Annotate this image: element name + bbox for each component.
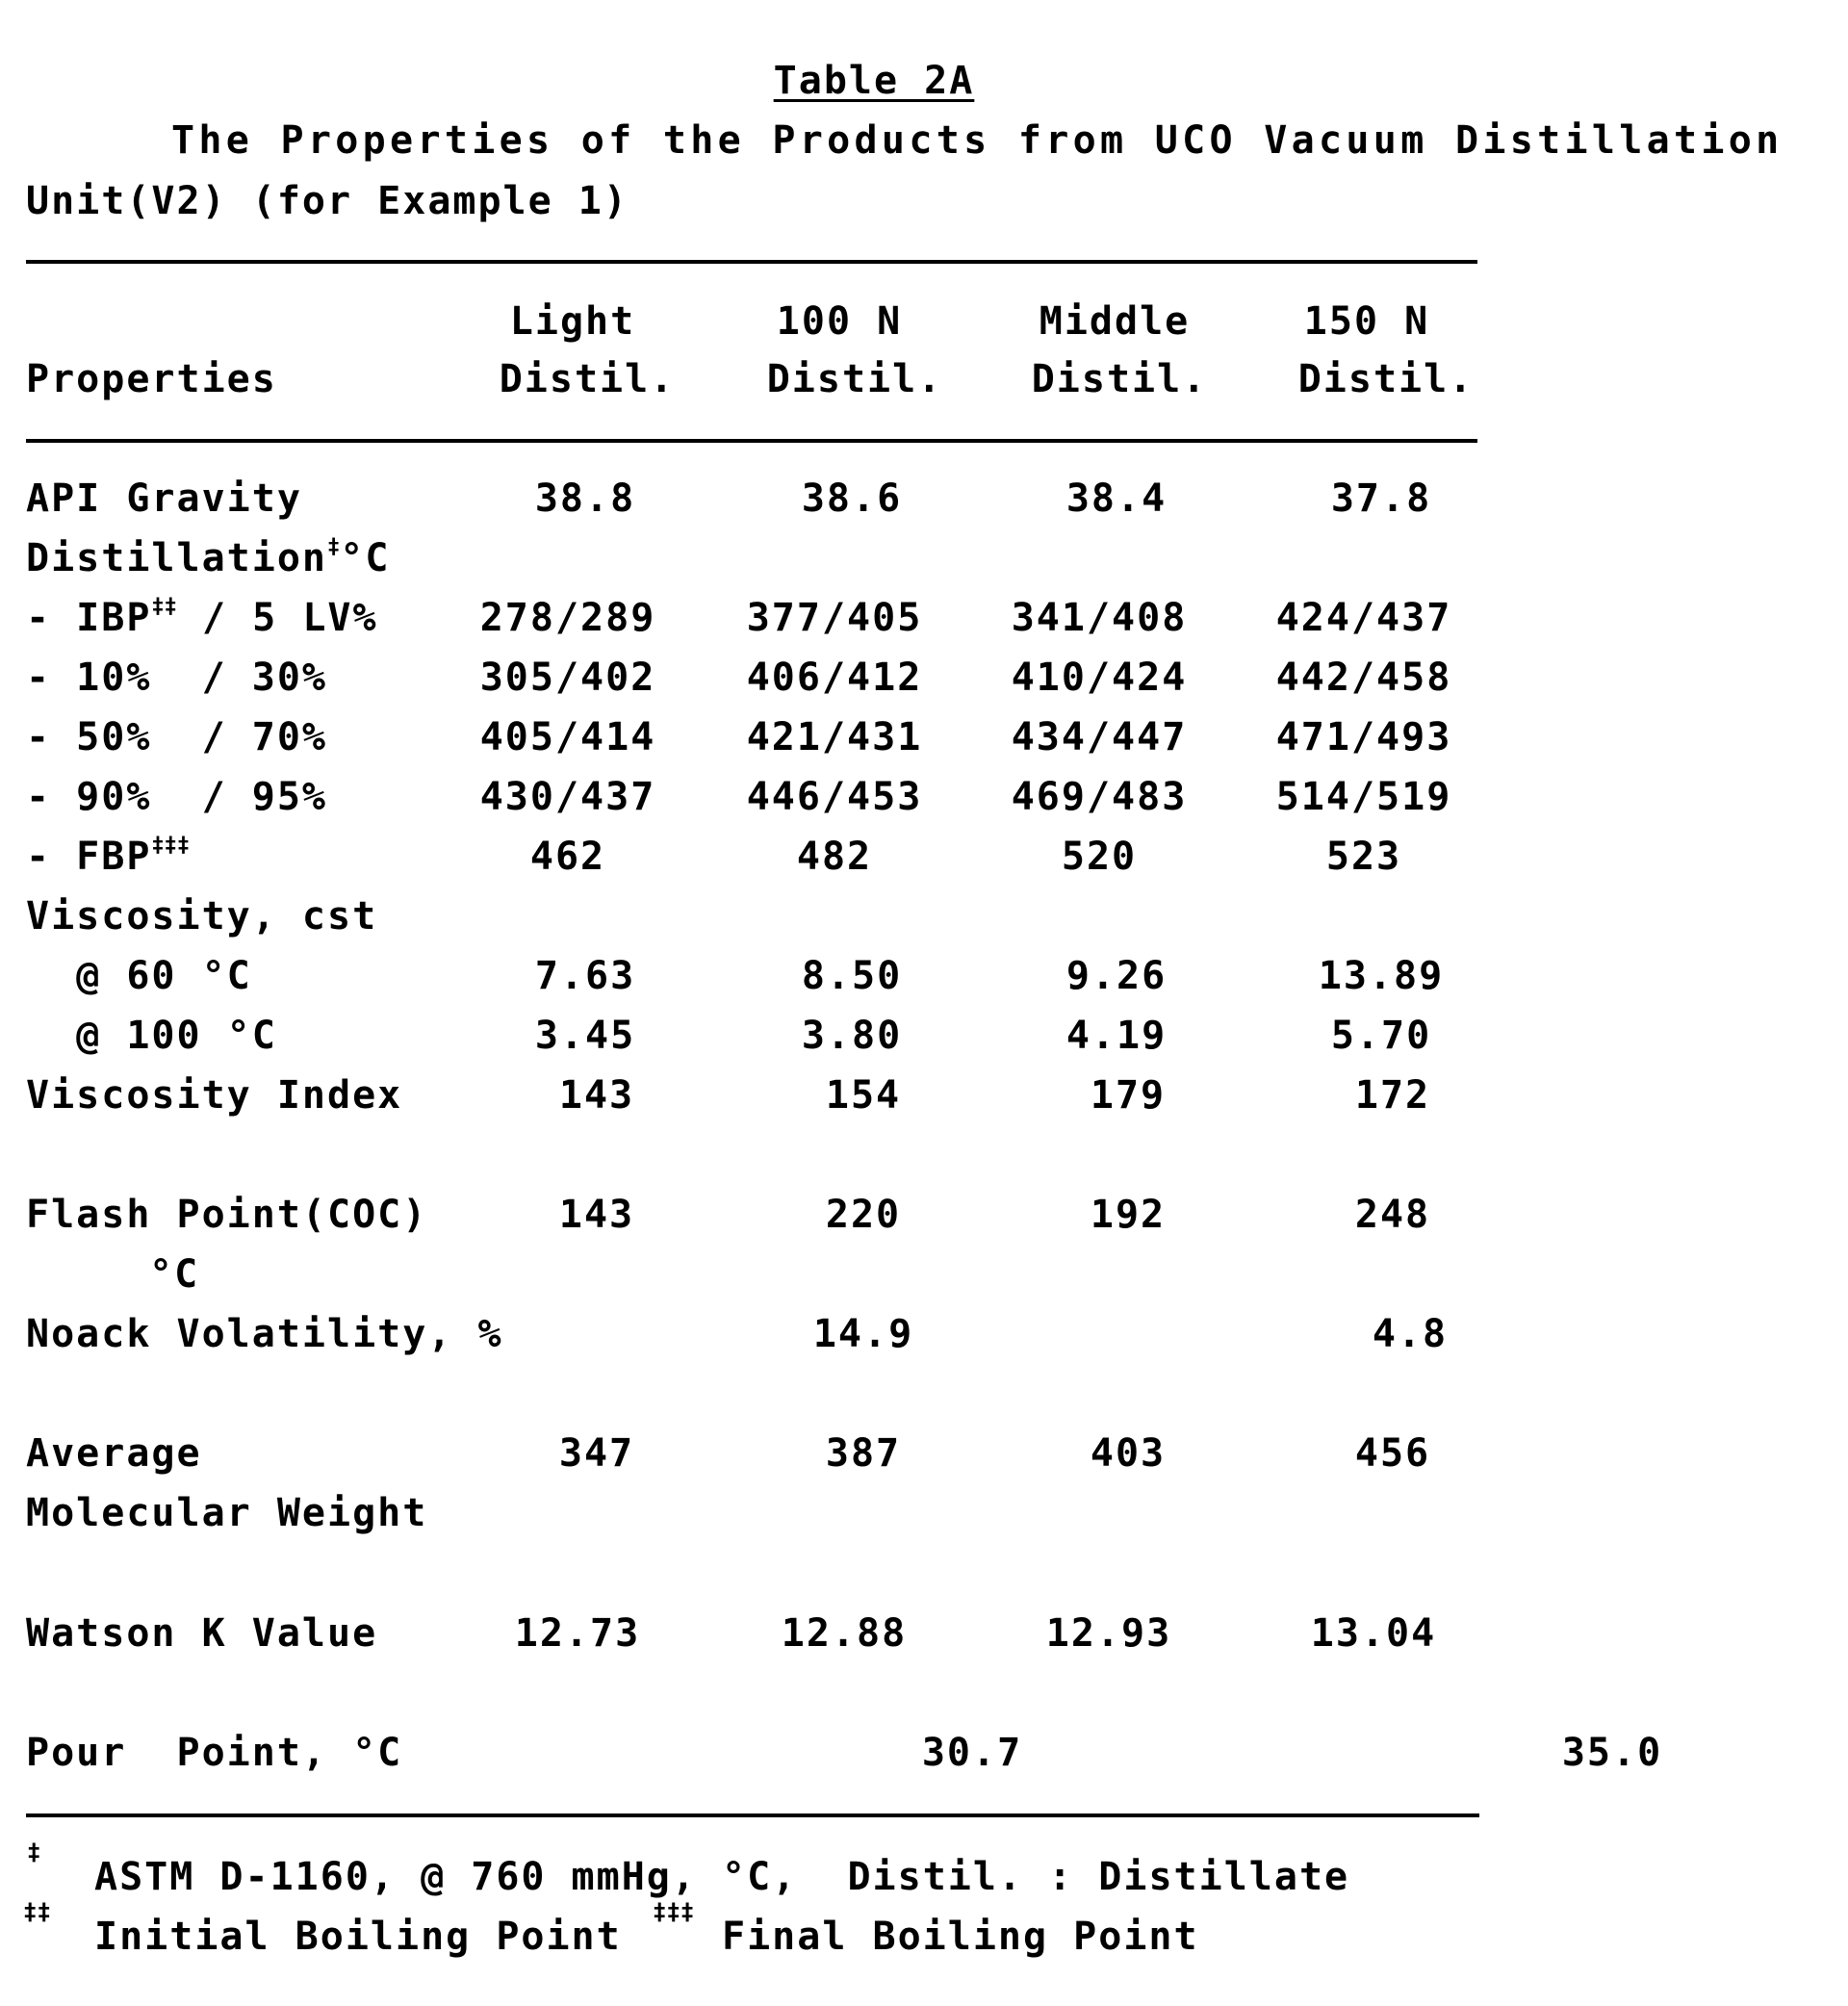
cell-150n: 523 — [1325, 835, 1402, 879]
cell-light: 405/414 — [479, 715, 656, 759]
cell-100n: 446/453 — [746, 775, 923, 819]
header-col4-line2: Distil. — [1297, 357, 1475, 401]
cell-150n: 424/437 — [1275, 596, 1452, 640]
cell-150n: 4.8 — [1372, 1312, 1449, 1356]
cell-150n: 471/493 — [1275, 715, 1452, 759]
cell-middle: 179 — [1090, 1073, 1167, 1118]
row-label: Noack Volatility, % — [26, 1312, 503, 1356]
cell-middle: 12.93 — [1045, 1611, 1172, 1656]
row-label: @ 100 °C — [26, 1014, 277, 1058]
footnote-ref-1: ‡ — [326, 535, 341, 559]
footnote-text: Final Boiling Point — [722, 1915, 1199, 1959]
cell-150n: 37.8 — [1330, 476, 1432, 521]
table-caption-line1: The Properties of the Products from UCO Vacuum Distillation — [171, 118, 1784, 163]
cell-light: 143 — [558, 1193, 635, 1237]
cell-pour-point-2: 35.0 — [1561, 1731, 1663, 1775]
table-top-rule — [26, 260, 1477, 264]
cell-150n: 5.70 — [1330, 1014, 1432, 1058]
header-col1-line2: Distil. — [499, 357, 676, 401]
header-col2-line1: 100 N — [776, 299, 903, 344]
cell-middle: 341/408 — [1011, 596, 1188, 640]
footnote-text: Initial Boiling Point — [94, 1915, 622, 1959]
cell-100n: 38.6 — [801, 476, 903, 521]
row-label: API Gravity — [26, 476, 302, 521]
row-label — [26, 595, 378, 640]
cell-150n: 13.89 — [1318, 954, 1445, 998]
cell-100n: 406/412 — [746, 656, 923, 700]
row-label: Flash Point(COC) — [26, 1193, 428, 1237]
header-col3-line1: Middle — [1039, 299, 1191, 344]
cell-100n: 154 — [825, 1073, 902, 1118]
cell-middle: 192 — [1090, 1193, 1167, 1237]
cell-100n: 220 — [825, 1193, 902, 1237]
cell-light: 430/437 — [479, 775, 656, 819]
footnote-ref-2: ‡‡ — [151, 595, 177, 619]
cell-100n: 377/405 — [746, 596, 923, 640]
cell-100n: 3.80 — [801, 1014, 903, 1058]
cell-middle: 38.4 — [1065, 476, 1168, 521]
cell-light: 305/402 — [479, 656, 656, 700]
header-rule — [26, 439, 1477, 443]
row-label: - 10% / 30% — [26, 656, 327, 700]
table-title: Table 2A — [773, 59, 975, 103]
cell-light: 462 — [529, 835, 606, 879]
footnote-ref-3: ‡‡‡ — [151, 834, 191, 858]
cell-middle: 469/483 — [1011, 775, 1188, 819]
cell-150n: 172 — [1354, 1073, 1431, 1118]
header-properties: Properties — [26, 357, 277, 401]
cell-middle: 434/447 — [1011, 715, 1188, 759]
row-label: - 90% / 95% — [26, 775, 327, 819]
cell-100n: 14.9 — [812, 1312, 914, 1356]
row-label: Average — [26, 1431, 202, 1476]
cell-100n: 421/431 — [746, 715, 923, 759]
cell-pour-point-1: 30.7 — [921, 1731, 1023, 1775]
row-label-text: Distillation — [26, 536, 327, 580]
cell-150n: 248 — [1354, 1193, 1431, 1237]
cell-middle: 410/424 — [1011, 656, 1188, 700]
row-label — [26, 834, 191, 879]
row-label-text: - IBP — [26, 596, 152, 640]
row-label-unit: °C — [340, 536, 391, 580]
table-caption-line2: Unit(V2) (for Example 1) — [26, 179, 629, 223]
cell-light: 347 — [558, 1431, 635, 1476]
row-label — [26, 535, 391, 580]
header-col1-line1: Light — [509, 299, 636, 344]
footnote-marker: ‡‡ — [23, 1898, 51, 1925]
cell-light: 278/289 — [479, 596, 656, 640]
row-label: Viscosity Index — [26, 1073, 403, 1118]
footnote-marker: ‡ — [27, 1839, 41, 1865]
row-label: Pour Point, °C — [26, 1731, 403, 1775]
row-label: Watson K Value — [26, 1611, 378, 1656]
cell-150n: 514/519 — [1275, 775, 1452, 819]
cell-150n: 13.04 — [1310, 1611, 1437, 1656]
cell-150n: 442/458 — [1275, 656, 1452, 700]
cell-middle: 403 — [1090, 1431, 1167, 1476]
cell-middle: 4.19 — [1065, 1014, 1168, 1058]
cell-light: 143 — [558, 1073, 635, 1118]
row-label: Viscosity, cst — [26, 894, 378, 939]
cell-light: 3.45 — [534, 1014, 636, 1058]
cell-100n: 12.88 — [781, 1611, 908, 1656]
cell-light: 7.63 — [534, 954, 636, 998]
row-label-suffix: / 5 LV% — [176, 596, 378, 640]
cell-100n: 8.50 — [801, 954, 903, 998]
row-label-line2: Molecular Weight — [26, 1491, 428, 1535]
cell-light: 38.8 — [534, 476, 636, 521]
row-label: - 50% / 70% — [26, 715, 327, 759]
footnote-marker: ‡‡‡ — [653, 1898, 695, 1925]
row-label: @ 60 °C — [26, 954, 252, 998]
row-label-unit: °C — [149, 1252, 200, 1297]
cell-light: 12.73 — [514, 1611, 641, 1656]
cell-150n: 456 — [1354, 1431, 1431, 1476]
header-col4-line1: 150 N — [1303, 299, 1430, 344]
header-col3-line2: Distil. — [1031, 357, 1208, 401]
cell-100n: 482 — [796, 835, 873, 879]
header-col2-line2: Distil. — [766, 357, 943, 401]
cell-middle: 520 — [1061, 835, 1138, 879]
footnote-text: ASTM D-1160, @ 760 mmHg, °C, Distil. : Distillate — [94, 1855, 1350, 1899]
cell-middle: 9.26 — [1065, 954, 1168, 998]
row-label-text: - FBP — [26, 835, 152, 879]
table-bottom-rule — [26, 1813, 1479, 1817]
cell-100n: 387 — [825, 1431, 902, 1476]
